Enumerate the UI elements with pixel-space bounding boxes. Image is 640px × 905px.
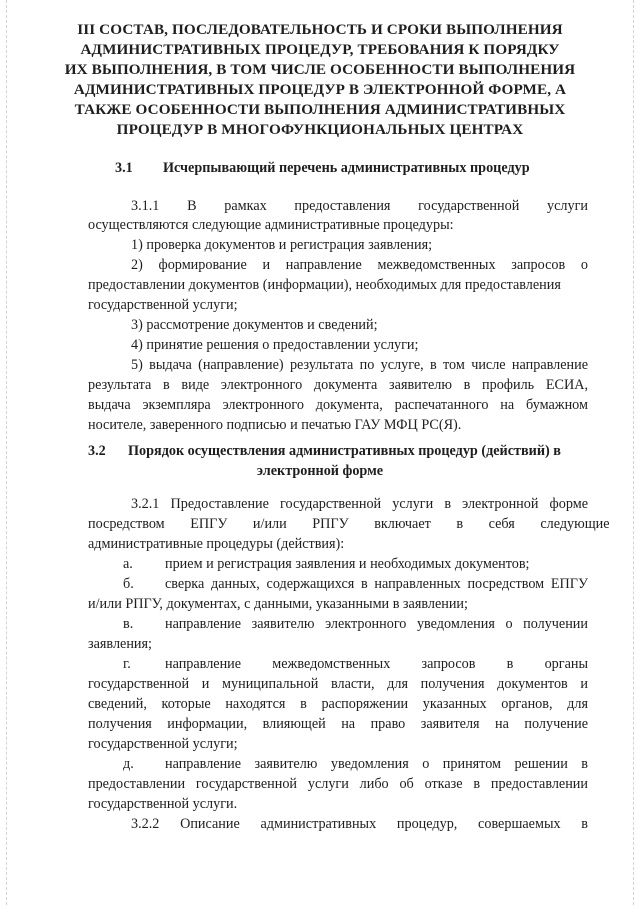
paragraph-line: посредством ЕПГУ и/или РПГУ включает в себя следующие	[88, 516, 610, 532]
subsection-heading-3-1: Исчерпывающий перечень административных процедур	[163, 160, 530, 176]
section-title-line: АДМИНИСТРАТИВНЫХ ПРОЦЕДУР В ЭЛЕКТРОННОЙ ФОРМЕ, А	[73, 81, 567, 98]
section-title-line: ПРОЦЕДУР В МНОГОФУНКЦИОНАЛЬНЫХ ЦЕНТРАХ	[116, 121, 524, 138]
list-item-d-cont: предоставлении государственной услуги либо об отказе в предоставлении	[88, 776, 588, 792]
list-item-2-cont: предоставлении документов (информации), необходимых для предоставления	[88, 277, 561, 293]
list-item-5: 5) выдача (направление) результата по услуге, в том числе направление	[131, 357, 588, 373]
section-title-line: III СОСТАВ, ПОСЛЕДОВАТЕЛЬНОСТЬ И СРОКИ ВЫПОЛНЕНИЯ	[77, 21, 563, 38]
section-title-line: АДМИНИСТРАТИВНЫХ ПРОЦЕДУР, ТРЕБОВАНИЯ К ПОРЯДКУ	[80, 41, 560, 58]
list-marker-d: д.	[123, 756, 134, 772]
subsection-number-3-1: 3.1	[115, 160, 133, 176]
paragraph-line: осуществляются следующие административные процедуры:	[88, 217, 454, 233]
list-item-g-cont: сведений, которые находятся в распоряжении указанных органов, для	[88, 696, 588, 712]
list-item-v-cont: заявления;	[88, 636, 152, 652]
subsection-heading-3-2-cont: электронной форме	[256, 463, 384, 479]
section-title-line: ТАКЖЕ ОСОБЕННОСТИ ВЫПОЛНЕНИЯ АДМИНИСТРАТИВНЫХ	[74, 101, 566, 118]
section-title-line: ИХ ВЫПОЛНЕНИЯ, В ТОМ ЧИСЛЕ ОСОБЕННОСТИ ВЫПОЛНЕНИЯ	[64, 61, 576, 78]
list-item-2-cont: государственной услуги;	[88, 297, 238, 313]
list-item-d: направление заявителю уведомления о принятом решении в	[165, 756, 588, 772]
list-item-g-cont: получения информации, влияющей на право заявителя на получение	[88, 716, 588, 732]
list-item-5-cont: носителе, заверенного подписью и печатью ГАУ МФЦ РС(Я).	[88, 417, 462, 433]
list-marker-g: г.	[123, 656, 131, 672]
paragraph-line: 3.2.1 Предоставление государственной услуги в электронной форме	[131, 496, 588, 512]
list-item-v: направление заявителю электронного уведомления о получении	[165, 616, 588, 632]
subsection-heading-3-2: Порядок осуществления административных процедур (действий) в	[128, 443, 561, 459]
subsection-number-3-2: 3.2	[88, 443, 106, 459]
list-item-4: 4) принятие решения о предоставлении услуги;	[131, 337, 419, 353]
paragraph-line: административные процедуры (действия):	[88, 536, 345, 552]
list-marker-a: а.	[123, 556, 133, 572]
list-item-d-cont: государственной услуги.	[88, 796, 238, 812]
paragraph-line: 3.2.2 Описание административных процедур, совершаемых в	[131, 816, 588, 832]
list-item-g-cont: государственной и муниципальной власти, для получения документов и	[88, 676, 588, 692]
list-item-2: 2) формирование и направление межведомственных запросов о	[131, 257, 588, 273]
list-item-5-cont: результата в виде электронного документа заявителю в профиль ЕСИА,	[88, 377, 588, 393]
list-marker-b: б.	[123, 576, 134, 592]
list-item-1: 1) проверка документов и регистрация заявления;	[131, 237, 433, 253]
list-item-b-cont: и/или РПГУ, документах, с данными, указанными в заявлении;	[88, 596, 468, 612]
list-item-b: сверка данных, содержащихся в направленных посредством ЕПГУ	[165, 576, 588, 592]
list-item-3: 3) рассмотрение документов и сведений;	[131, 317, 378, 333]
list-item-5-cont: выдача экземпляра электронного документа, распечатанного на бумажном	[88, 397, 588, 413]
list-marker-v: в.	[123, 616, 134, 632]
paragraph-line: 3.1.1 В рамках предоставления государственной услуги	[131, 198, 588, 214]
list-item-g: направление межведомственных запросов в органы	[165, 656, 588, 672]
list-item-g-cont: государственной услуги;	[88, 736, 238, 752]
list-item-a: прием и регистрация заявления и необходимых документов;	[165, 556, 530, 572]
